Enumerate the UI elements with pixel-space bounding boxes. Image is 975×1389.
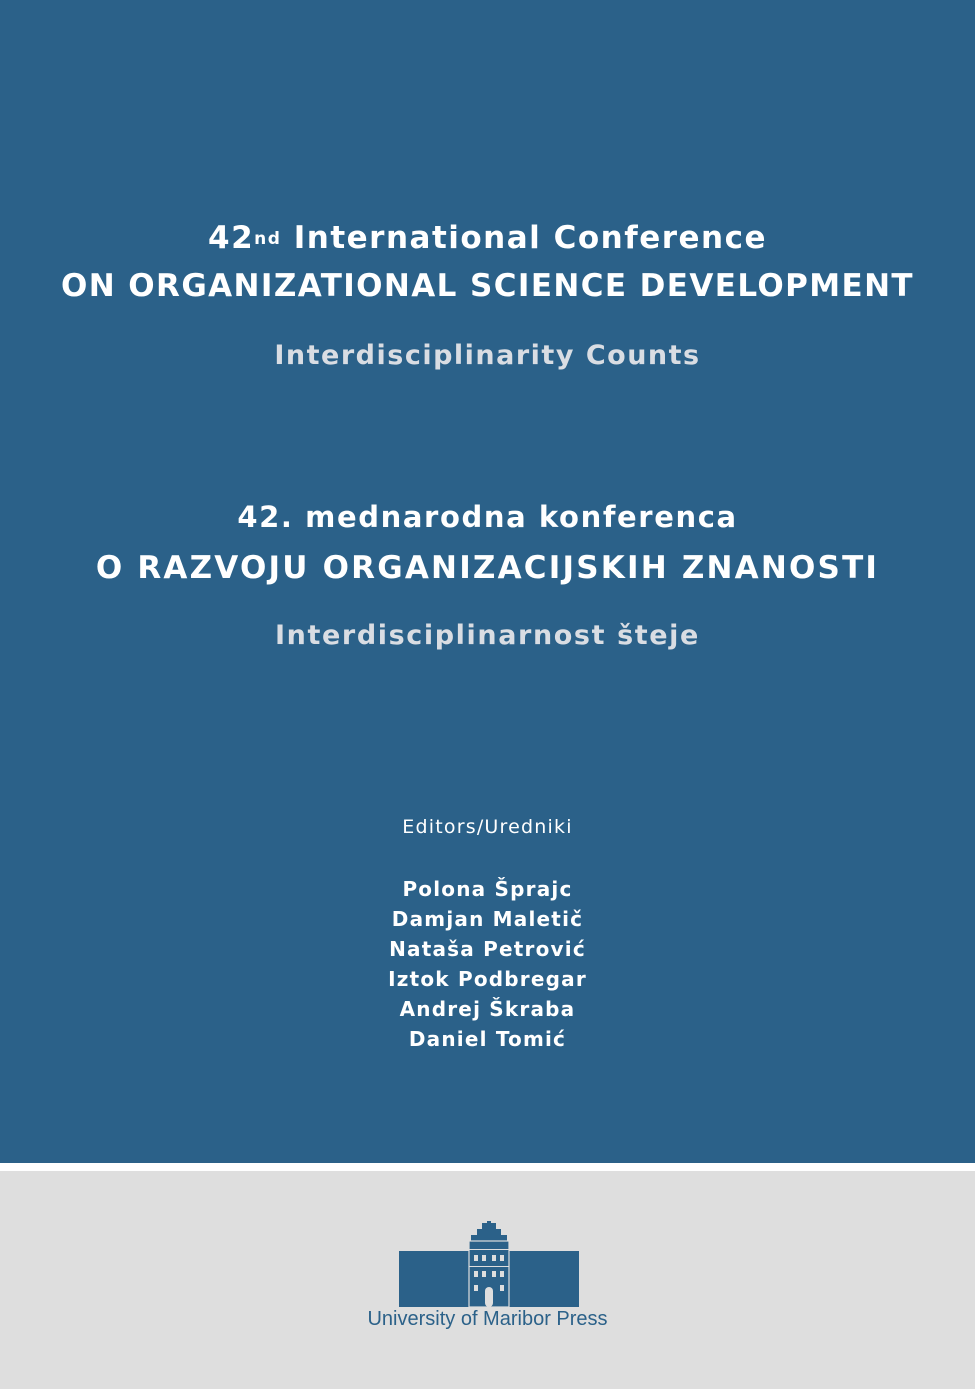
conference-subtitle-sl: Interdisciplinarnost šteje — [275, 620, 700, 651]
editor-name: Nataša Petrović — [389, 937, 586, 961]
editor-name: Polona Šprajc — [402, 877, 573, 901]
conference-title-en-line2: ON ORGANIZATIONAL SCIENCE DEVELOPMENT — [61, 268, 914, 304]
conference-subtitle-en: Interdisciplinarity Counts — [274, 340, 701, 371]
conference-title-sl-line2: O RAZVOJU ORGANIZACIJSKIH ZNANOSTI — [95, 550, 880, 586]
publisher-name: University of Maribor Press — [367, 1308, 608, 1330]
editors-list — [0, 874, 975, 1054]
editors-label: Editors/Uredniki — [402, 816, 573, 838]
university-building-logo-icon — [399, 1221, 579, 1307]
cover-divider — [0, 1163, 975, 1171]
editor-name: Daniel Tomić — [408, 1027, 567, 1051]
conference-title-en-line1 — [0, 220, 975, 256]
editor-name: Damjan Maletič — [391, 907, 584, 931]
ordinal-suffix: nd — [254, 229, 282, 249]
editor-name: Andrej Škraba — [399, 997, 576, 1021]
conference-title-en-rest: International Conference — [281, 220, 767, 256]
conference-title-sl-line1: 42. mednarodna konferenca — [237, 500, 738, 534]
conference-number: 42 — [208, 220, 255, 256]
editor-name: Iztok Podbregar — [388, 967, 587, 991]
